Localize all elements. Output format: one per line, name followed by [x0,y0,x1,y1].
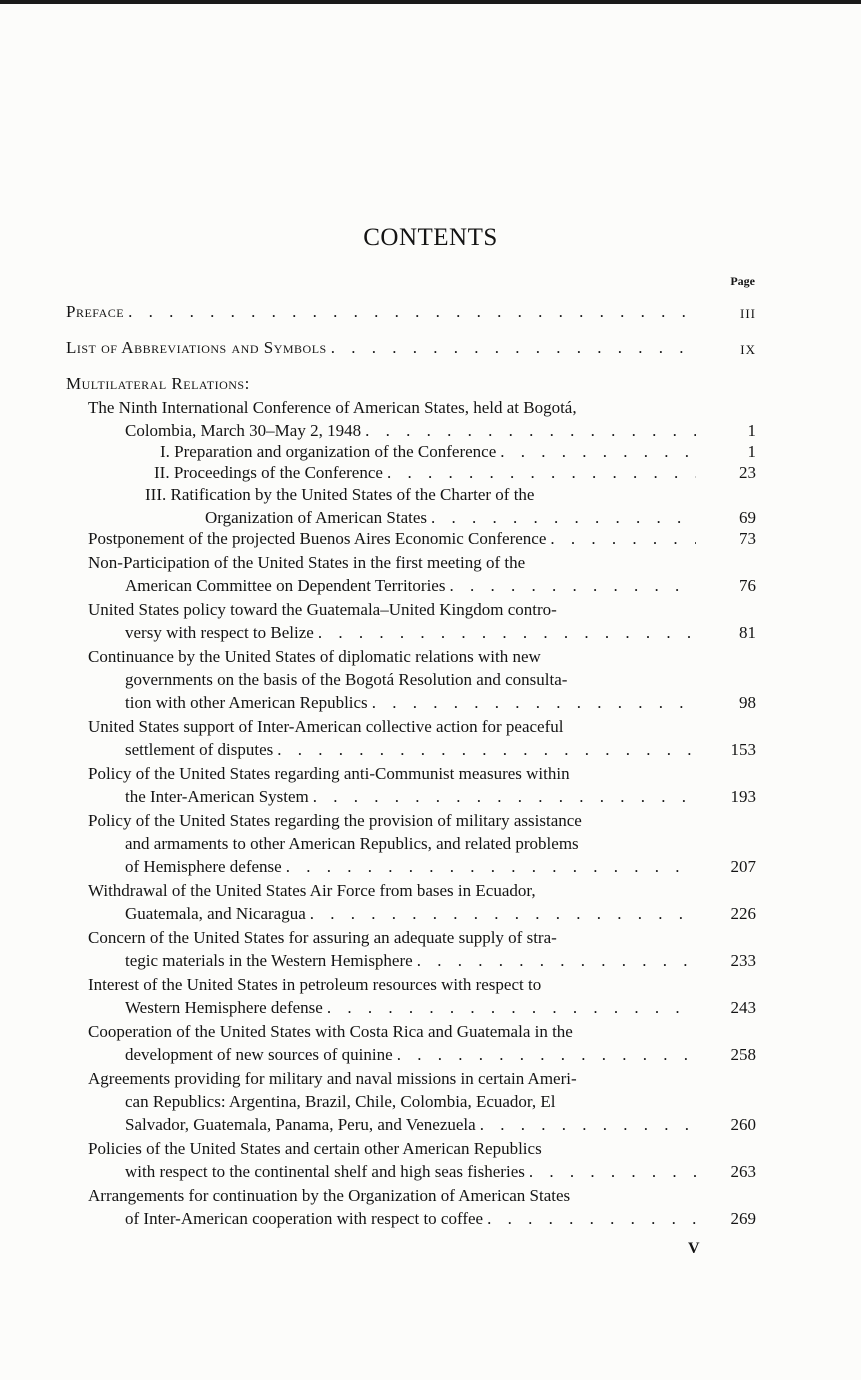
toc-page-number: 193 [730,787,756,806]
toc-entry-missions-line1[interactable]: Agreements providing for military and naval missions in certain Ameri- [88,1069,577,1088]
leader-dots [368,691,696,714]
toc-entry-non-participation-line2[interactable] [125,574,696,597]
leader-dots [309,785,696,808]
toc-entry-postponement[interactable] [88,527,696,550]
toc-entry-label: Guatemala, and Nicaragua [125,904,306,923]
toc-entry-military-line2[interactable]: and armaments to other American Republics, and related problems [125,834,579,853]
toc-entry-continuance-line1[interactable]: Continuance by the United States of diplomatic relations with new [88,647,541,666]
toc-entry-military-line3[interactable] [125,855,696,878]
toc-entry-label: Salvador, Guatemala, Panama, Peru, and Venezuela [125,1115,476,1134]
page-column-heading: Page [730,274,755,288]
toc-entry-belize-line1[interactable]: United States policy toward the Guatemala–United Kingdom contro- [88,600,557,619]
toc-entry-label: settlement of disputes [125,740,274,759]
toc-entry-ratification-line1[interactable]: III. Ratification by the United States of the Charter of the [145,485,535,504]
leader-dots [306,902,696,925]
toc-page-number: 73 [739,529,756,548]
toc-page-number: 263 [730,1162,756,1181]
toc-page-number: 269 [730,1209,756,1228]
toc-entry-missions-line2[interactable]: can Republics: Argentina, Brazil, Chile, Colombia, Ecuador, El [125,1092,556,1111]
toc-entry-anticommunist-line1[interactable]: Policy of the United States regarding anti-Communist measures within [88,764,570,783]
page-title: CONTENTS [363,224,498,251]
toc-entry-label: II. Proceedings of the Conference [154,463,383,482]
toc-page-number: III [740,306,756,321]
toc-entry-continuance-line2[interactable]: governments on the basis of the Bogotá Resolution and consulta- [125,670,568,689]
toc-page-number: 226 [730,904,756,923]
toc-entry-label: Preface [66,302,125,321]
toc-entry-strategic-line1[interactable]: Concern of the United States for assuring an adequate supply of stra- [88,928,557,947]
leader-dots [282,855,696,878]
leader-dots [496,440,696,463]
toc-entry-quinine-line1[interactable]: Cooperation of the United States with Costa Rica and Guatemala in the [88,1022,573,1041]
toc-page-number: 23 [739,463,756,482]
toc-page-number: 98 [739,693,756,712]
toc-entry-label: versy with respect to Belize [125,623,314,642]
toc-entry-preface[interactable] [66,300,696,323]
leader-dots [273,738,696,761]
toc-entry-coffee-line2[interactable] [125,1207,696,1230]
toc-entry-ratification-line2[interactable] [205,506,696,529]
toc-page-number: 76 [739,576,756,595]
toc-entry-ninth-conference-line1[interactable]: The Ninth International Conference of American States, held at Bogotá, [88,398,577,417]
leader-dots [483,1207,696,1230]
toc-entry-petroleum-line2[interactable] [125,996,696,1019]
toc-entry-label: of Inter-American cooperation with respect to coffee [125,1209,484,1228]
toc-entry-label: Colombia, March 30–May 2, 1948 [125,421,362,440]
leader-dots [427,506,696,529]
toc-page-number: 258 [730,1045,756,1064]
toc-entry-airforce-line2[interactable] [125,902,696,925]
toc-entry-label: Postponement of the projected Buenos Aires Economic Conference [88,529,547,548]
toc-page-number: 81 [739,623,756,642]
toc-entry-ninth-conference-line2[interactable] [125,419,696,442]
toc-page-number: 233 [730,951,756,970]
toc-entry-label: Western Hemisphere defense [125,998,323,1017]
toc-entry-quinine-line2[interactable] [125,1043,696,1066]
toc-entry-non-participation-line1[interactable]: Non-Participation of the United States in the first meeting of the [88,553,526,572]
leader-dots [383,461,696,484]
toc-entry-label: of Hemisphere defense [125,857,282,876]
toc-entry-belize-line2[interactable] [125,621,696,644]
toc-entry-shelf-line2[interactable] [125,1160,696,1183]
folio-mark: V [688,1240,700,1257]
leader-dots [413,949,696,972]
toc-entry-shelf-line1[interactable]: Policies of the United States and certain other American Republics [88,1139,542,1158]
leader-dots [525,1160,696,1183]
toc-entry-label: American Committee on Dependent Territories [125,576,446,595]
leader-dots [393,1043,696,1066]
toc-entry-abbreviations[interactable] [66,336,696,359]
toc-entry-label: development of new sources of quinine [125,1045,393,1064]
toc-page-number: 1 [747,442,756,461]
toc-page-number: 69 [739,508,756,527]
leader-dots [323,996,696,1019]
toc-page-number: 243 [730,998,756,1017]
leader-dots [445,574,696,597]
toc-entry-label: tegic materials in the Western Hemisphere [125,951,413,970]
toc-entry-strategic-line2[interactable] [125,949,696,972]
leader-dots [476,1113,696,1136]
toc-entry-military-line1[interactable]: Policy of the United States regarding the provision of military assistance [88,811,582,830]
section-heading-multilateral: Multilateral Relations: [66,374,250,393]
toc-entry-collective-line1[interactable]: United States support of Inter-American collective action for peaceful [88,717,564,736]
toc-page-number: 207 [730,857,756,876]
toc-entry-label: the Inter-American System [125,787,309,806]
toc-entry-coffee-line1[interactable]: Arrangements for continuation by the Organization of American States [88,1186,571,1205]
toc-entry-missions-line3[interactable] [125,1113,696,1136]
toc-page-number: 153 [730,740,756,759]
leader-dots [314,621,696,644]
leader-dots [327,336,696,359]
toc-page-number: 260 [730,1115,756,1134]
toc-entry-petroleum-line1[interactable]: Interest of the United States in petroleum resources with respect to [88,975,542,994]
toc-entry-continuance-line3[interactable] [125,691,696,714]
toc-entry-label: tion with other American Republics [125,693,368,712]
leader-dots [361,419,696,442]
toc-entry-label: Organization of American States [205,508,428,527]
toc-entry-label: I. Preparation and organization of the Conference [160,442,497,461]
toc-entry-proceedings[interactable] [154,461,696,484]
toc-page-number: 1 [747,421,756,440]
toc-entry-anticommunist-line2[interactable] [125,785,696,808]
toc-page-number: IX [740,342,756,357]
toc-entry-label: with respect to the continental shelf and high seas fisheries [125,1162,525,1181]
toc-entry-airforce-line1[interactable]: Withdrawal of the United States Air Force from bases in Ecuador, [88,881,536,900]
toc-entry-collective-line2[interactable] [125,738,696,761]
toc-entry-label: List of Abbreviations and Symbols [66,338,327,357]
toc-entry-preparation[interactable] [160,440,696,463]
leader-dots [124,300,696,323]
leader-dots [546,527,696,550]
